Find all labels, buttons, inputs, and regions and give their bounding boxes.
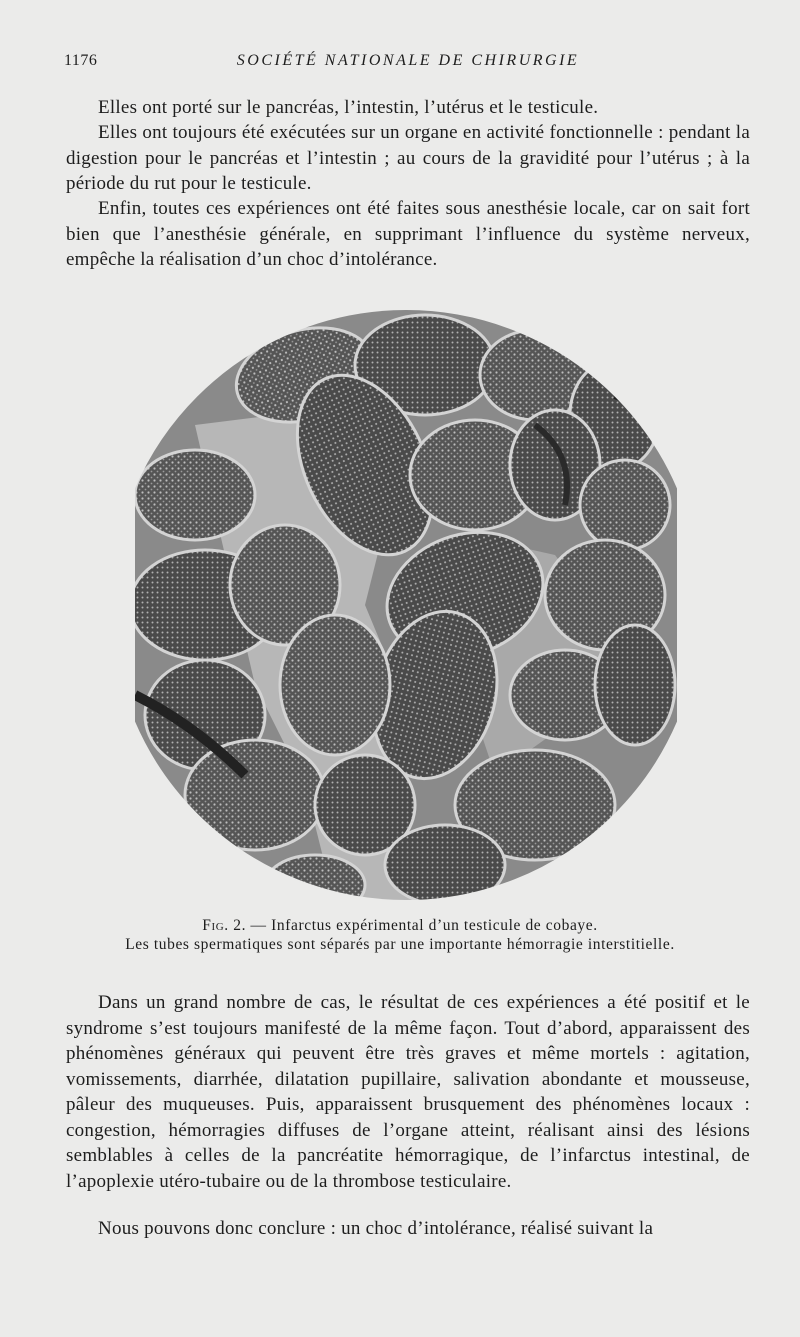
micrograph-figure: [135, 305, 677, 905]
figure-caption-line2: Les tubes spermatiques sont séparés par une importante hémorragie interstitielle.: [125, 936, 675, 953]
running-head: SOCIÉTÉ NATIONALE DE CHIRURGIE: [236, 52, 580, 69]
paragraph-local-anesthesia: Enfin, toutes ces expériences ont été faites sous anesthésie locale, car on sait fort bien que l’anesthésie générale, en supprimant l’influence du système nerveux, empêche la réalisation d’un choc d’intolérance.: [66, 198, 750, 270]
figure-caption-line1: [40, 916, 760, 936]
page-number: 1176: [64, 52, 98, 69]
paragraph-conclusion: Nous pouvons donc conclure : un choc d’intolérance, réalisé suivant la: [98, 1218, 654, 1239]
paragraph-organs: Elles ont porté sur le pancréas, l’intestin, l’utérus et le testicule.: [98, 97, 599, 118]
page-header: [64, 52, 752, 76]
figure-caption-text: — Infarctus expérimental d’un testicule de cobaye.: [246, 917, 598, 934]
micrograph-image: [135, 305, 677, 905]
figure-label: Fig. 2.: [202, 917, 247, 934]
paragraph-results: Dans un grand nombre de cas, le résultat de ces expériences a été positif et le syndrome s’est toujours manifesté de la même façon. Tout d’abord, apparaissent des phénomènes généraux qui peuvent être très graves et même mortels : agitation, vomissements, diarrhée, dilatation pupillaire, salivation abondante et mousseuse, pâleur des muqueuses. Puis, apparaissent brusquement des phénomènes locaux : congestion, hémorragies diffuses de l’organe atteint, réalisant ainsi des lésions semblables à celles de la pancréatite hémorragique, de l’infarctus intestinal, de l’apoplexie utéro-tubaire ou de la thrombose testiculaire.: [66, 992, 750, 1192]
paragraph-functional-activity: Elles ont toujours été exécutées sur un organe en activité fonctionnelle : pendant la digestion pour le pancréas et l’intestin ; au cours de la gravidité pour l’utérus ; à la période du rut pour le testicule.: [66, 122, 750, 194]
